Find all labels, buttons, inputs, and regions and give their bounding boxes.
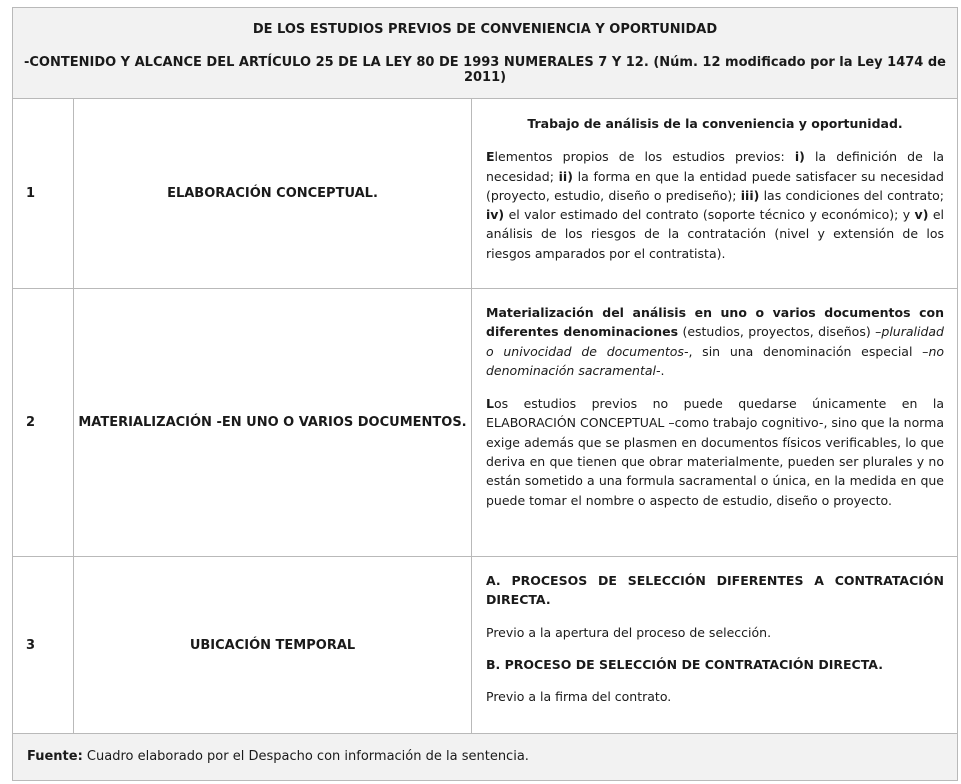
table-row	[13, 557, 957, 734]
row-number: 1	[13, 99, 74, 288]
table-header	[13, 8, 957, 99]
row-paragraph: Los estudios previos no puede quedarse únicamente en la ELABORACIÓN CONCEPTUAL –como trabajo cognitivo-, sino que la norma exige además que se plasmen en documentos físicos verificables, lo que deriva en que tienen que obrar materialmente, pueden ser plurales y no están sometido a una formula sacramental o única, en la medida en que puede tomar el nombre o aspecto de estudio, diseño o proyecto.	[486, 396, 944, 508]
studies-table	[12, 7, 958, 781]
drop-initial: L	[486, 396, 494, 412]
row-number: 2	[13, 289, 74, 556]
section-b-text: Previo a la firma del contrato.	[486, 689, 672, 705]
table-subtitle: -CONTENIDO Y ALCANCE DEL ARTÍCULO 25 DE LA LEY 80 DE 1993 NUMERALES 7 Y 12. (Núm. 12 modificado por la Ley 1474 de 2011)	[23, 55, 946, 85]
section-a-heading: A. PROCESOS DE SELECCIÓN DIFERENTES A CONTRATACIÓN DIRECTA.	[486, 573, 944, 608]
row-title: ELABORACIÓN CONCEPTUAL.	[74, 99, 472, 288]
table-row	[13, 289, 957, 557]
source-note	[27, 749, 529, 764]
source-text: Cuadro elaborado por el Despacho con información de la sentencia.	[82, 749, 529, 764]
row-title: UBICACIÓN TEMPORAL	[74, 557, 472, 733]
section-a-text: Previo a la apertura del proceso de selección.	[486, 624, 772, 640]
table-title: DE LOS ESTUDIOS PREVIOS DE CONVENIENCIA Y OPORTUNIDAD	[252, 22, 718, 37]
row-title: MATERIALIZACIÓN -EN UNO O VARIOS DOCUMENTOS.	[74, 289, 472, 556]
section-b-heading: B. PROCESO DE SELECCIÓN DE CONTRATACIÓN DIRECTA.	[486, 656, 883, 672]
source-label: Fuente:	[27, 749, 83, 764]
row-paragraph: Elementos propios de los estudios previos: i) la definición de la necesidad; ii) la forma en que la entidad puede satisfacer su necesidad (proyecto, estudio, diseño o prediseño); iii) las condiciones del contrato; iv) el valor estimado del contrato (soporte técnico y económico); y v) el análisis de los riesgos de la contratación (nivel y extensión de los riesgos amparados por el contratista).	[486, 149, 944, 261]
row-content	[472, 99, 957, 288]
row-number: 3	[13, 557, 74, 733]
table-row	[13, 99, 957, 289]
drop-initial: E	[486, 149, 495, 165]
table-footer	[13, 734, 957, 780]
row-content	[472, 557, 957, 733]
row-heading: Trabajo de análisis de la conveniencia y oportunidad.	[527, 116, 903, 131]
row-content	[472, 289, 957, 556]
row-paragraph: Materialización del análisis en uno o varios documentos con diferentes denominaciones (estudios, proyectos, diseños) –pluralidad o univocidad de documentos-, sin una denominación especial –no denominación sacramental-.	[486, 305, 945, 378]
